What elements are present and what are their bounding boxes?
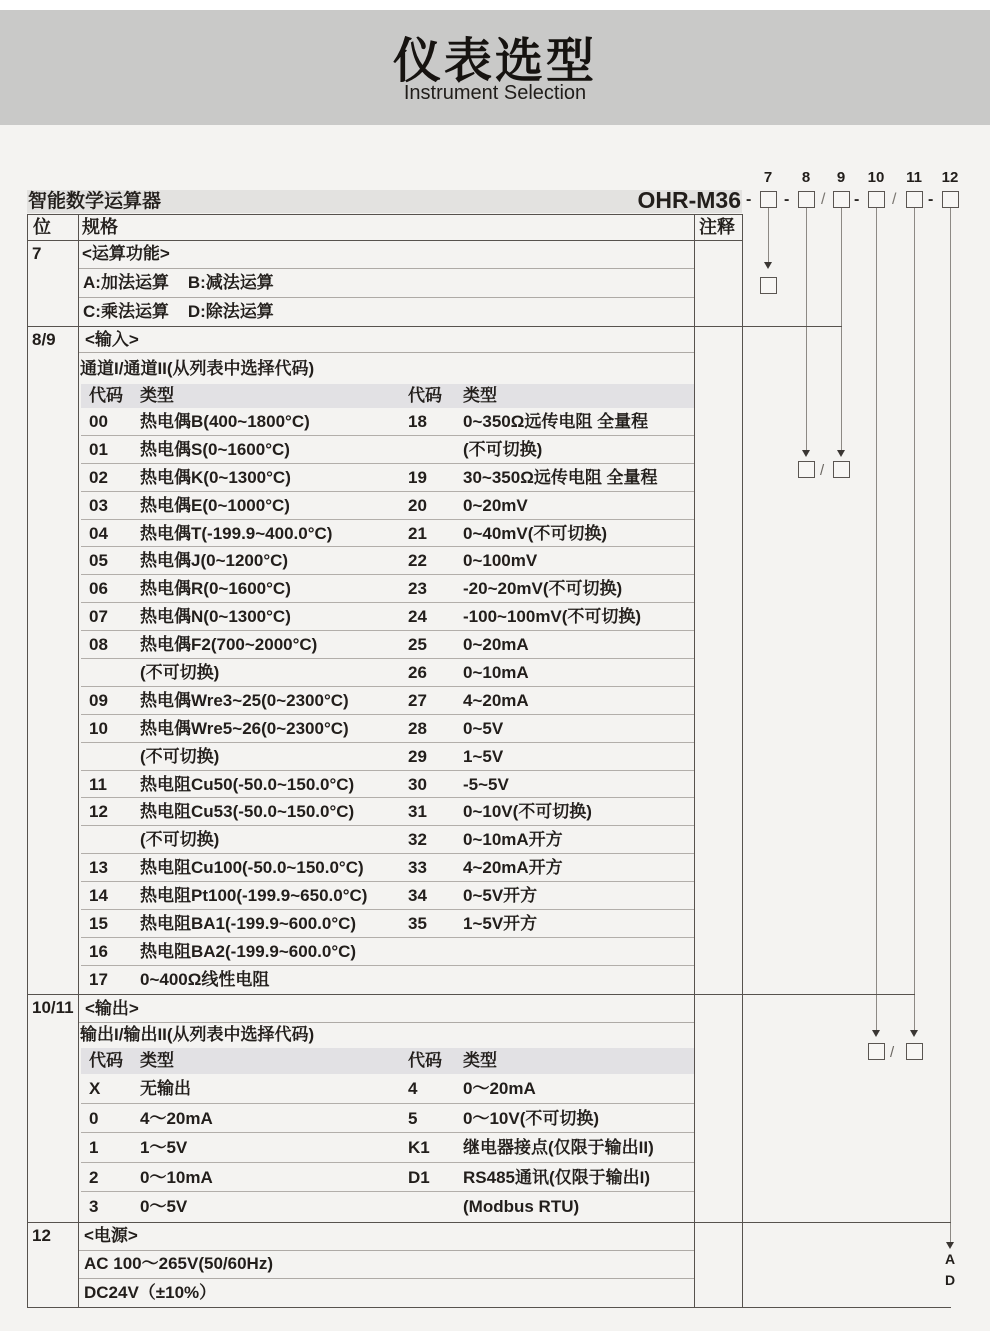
code-cell: 热电偶Wre3~25(0~2300°C) <box>140 690 349 710</box>
code-cell: 26 <box>408 663 427 683</box>
top-margin <box>0 0 990 10</box>
code-cell: 30~350Ω远传电阻 全量程 <box>463 467 658 487</box>
power-option-dc: D <box>944 1272 956 1288</box>
code-cell: 热电偶F2(700~2000°C) <box>140 635 318 655</box>
code-cell: 4～20mA <box>140 1108 213 1128</box>
connector-line-7 <box>768 208 769 262</box>
connector-line-11 <box>914 208 915 1030</box>
col-type-2: 类型 <box>463 386 497 405</box>
code-dash: - <box>784 191 790 208</box>
code-cell: 13 <box>89 858 108 878</box>
code-cell: 4~20mA <box>463 690 529 710</box>
code-row <box>81 798 694 826</box>
code-cell: 热电偶T(-199.9~400.0°C) <box>140 523 333 543</box>
code-cell: 30 <box>408 774 427 794</box>
code-cell: 02 <box>89 467 108 487</box>
code-cell: (不可切换) <box>140 746 220 766</box>
code-cell: 继电器接点(仅限于输出II) <box>463 1138 654 1158</box>
code-cell: 0~20mV <box>463 495 528 515</box>
page-subtitle: Instrument Selection <box>403 82 587 104</box>
code-row <box>81 966 694 994</box>
code-row <box>81 687 694 715</box>
code-cell: 0~400Ω线性电阻 <box>140 969 270 989</box>
code-digit-7: 7 <box>763 169 773 186</box>
section-border <box>27 326 842 327</box>
code-cell: 0~40mV(不可切换) <box>463 523 608 543</box>
code-cell: 11 <box>89 774 107 794</box>
arrow-down-icon <box>802 450 810 457</box>
code-box-7 <box>760 191 777 208</box>
code-box-9 <box>833 191 850 208</box>
code-cell: 12 <box>89 802 108 822</box>
code-row <box>81 882 694 910</box>
pair-slash: / <box>820 462 825 479</box>
code-cell: 0~20mA <box>463 635 529 655</box>
pos-label-8-9: 8/9 <box>32 330 56 349</box>
pos-label-10-11: 10/11 <box>32 998 74 1017</box>
code-cell: 10 <box>89 718 108 738</box>
input-subtitle: 通道I/通道II(从列表中选择代码) <box>80 359 315 378</box>
product-name: 智能数学运算器 <box>28 191 162 212</box>
output-code-table <box>81 1074 694 1222</box>
code-cell: (Modbus RTU) <box>463 1197 580 1217</box>
code-row <box>81 492 694 520</box>
arrow-down-icon <box>837 450 845 457</box>
code-slash: / <box>821 191 826 208</box>
code-cell: (不可切换) <box>140 663 220 683</box>
code-cell: 33 <box>408 858 427 878</box>
power-title: <电源> <box>84 1226 138 1245</box>
row-border <box>79 352 694 353</box>
code-cell: 4~20mA开方 <box>463 858 563 878</box>
table-border-bottom <box>27 1307 951 1308</box>
code-dash: - <box>928 191 934 208</box>
code-cell: RS485通讯(仅限于输出I) <box>463 1167 651 1187</box>
model-number: OHR-M36 <box>637 187 741 213</box>
code-cell: 23 <box>408 579 427 599</box>
code-row <box>81 715 694 743</box>
arrow-down-icon <box>872 1030 880 1037</box>
pair-slash: / <box>890 1044 895 1061</box>
code-box-10 <box>868 191 885 208</box>
code-cell: 0～5V <box>140 1197 188 1217</box>
code-cell: 1~5V <box>463 746 504 766</box>
code-cell: 29 <box>408 746 427 766</box>
code-row <box>81 547 694 575</box>
code-row <box>81 408 694 436</box>
code-row <box>81 938 694 966</box>
code-row <box>81 1133 694 1163</box>
code-row <box>81 910 694 938</box>
code-cell: 热电偶Wre5~26(0~2300°C) <box>140 718 349 738</box>
select-box-func <box>760 277 777 294</box>
output-subtitle: 输出I/输出II(从列表中选择代码) <box>80 1025 315 1044</box>
code-cell: 0~10V(不可切换) <box>463 802 592 822</box>
select-box-output2 <box>906 1043 923 1060</box>
code-cell: 03 <box>89 495 108 515</box>
code-row <box>81 1074 694 1104</box>
code-cell: 05 <box>89 551 108 571</box>
output-code-header <box>81 1048 694 1074</box>
header-pos: 位 <box>33 217 51 237</box>
code-cell: 16 <box>89 941 108 961</box>
code-cell: 28 <box>408 718 427 738</box>
select-box-input2 <box>833 461 850 478</box>
code-cell: 04 <box>89 523 108 543</box>
code-cell: 09 <box>89 690 108 710</box>
arrow-down-icon <box>910 1030 918 1037</box>
table-border-left <box>27 214 28 1307</box>
code-row <box>81 854 694 882</box>
code-cell: 34 <box>408 886 427 906</box>
code-cell: -20~20mV(不可切换) <box>463 579 623 599</box>
code-digit-11: 11 <box>906 169 922 186</box>
input-code-header <box>81 384 694 408</box>
connector-line-9 <box>841 208 842 450</box>
code-digit-10: 10 <box>867 169 885 186</box>
code-cell: 0~5V <box>463 718 504 738</box>
code-slash: / <box>892 191 897 208</box>
col-code-1: 代码 <box>89 386 123 405</box>
connector-line-8 <box>806 208 807 450</box>
code-row <box>81 575 694 603</box>
power-option-ac: A <box>944 1251 956 1267</box>
code-cell: 0~10mA开方 <box>463 830 563 850</box>
code-cell: 0～10V(不可切换) <box>463 1108 600 1128</box>
code-cell: X <box>89 1079 101 1098</box>
code-cell: 08 <box>89 635 108 655</box>
code-cell: 27 <box>408 690 427 710</box>
col-type-1: 类型 <box>140 1051 174 1070</box>
code-cell: 20 <box>408 495 427 515</box>
code-cell: D1 <box>408 1167 430 1187</box>
code-cell: 4 <box>408 1079 418 1098</box>
code-cell: 0~10mA <box>463 663 529 683</box>
code-digit-8: 8 <box>801 169 811 186</box>
code-cell: 21 <box>408 523 427 543</box>
code-cell: 15 <box>89 914 108 934</box>
code-cell: (不可切换) <box>140 830 220 850</box>
code-cell: 25 <box>408 635 427 655</box>
code-cell: 热电偶E(0~1000°C) <box>140 495 290 515</box>
col-code-2: 代码 <box>408 386 442 405</box>
func-row-cd: C:乘法运算 D:除法运算 <box>83 302 274 321</box>
pos-label-12: 12 <box>32 1226 51 1245</box>
code-cell: 0 <box>89 1108 99 1128</box>
code-cell: 5 <box>408 1108 418 1128</box>
code-cell: K1 <box>408 1138 430 1158</box>
column-border-pos <box>78 214 79 1307</box>
code-row <box>81 743 694 771</box>
code-cell: 热电阻Cu53(-50.0~150.0°C) <box>140 802 355 822</box>
code-row <box>81 659 694 687</box>
header-note: 注释 <box>699 217 735 237</box>
code-cell: 06 <box>89 579 108 599</box>
code-cell: 热电阻Pt100(-199.9~650.0°C) <box>140 886 368 906</box>
code-cell: 1 <box>89 1138 99 1158</box>
code-cell: 热电偶S(0~1600°C) <box>140 439 290 459</box>
code-row <box>81 520 694 548</box>
code-cell: 热电阻BA1(-199.9~600.0°C) <box>140 914 357 934</box>
code-cell: 热电阻Cu50(-50.0~150.0°C) <box>140 774 355 794</box>
code-cell: 1～5V <box>140 1138 188 1158</box>
code-row <box>81 603 694 631</box>
code-box-8 <box>798 191 815 208</box>
code-row <box>81 1192 694 1222</box>
table-border-right <box>742 214 743 1307</box>
code-cell: 1~5V开方 <box>463 914 538 934</box>
code-cell: 07 <box>89 607 108 627</box>
code-cell: 01 <box>89 439 108 459</box>
code-row <box>81 771 694 799</box>
input-title: <输入> <box>85 330 139 349</box>
column-border-note <box>694 214 695 1307</box>
code-digit-12: 12 <box>941 169 959 186</box>
arrow-down-icon <box>764 262 772 269</box>
code-cell: 18 <box>408 412 427 431</box>
col-code-2: 代码 <box>408 1051 442 1070</box>
code-cell: 2 <box>89 1167 99 1187</box>
code-cell: 0～10mA <box>140 1167 213 1187</box>
output-title: <输出> <box>85 999 139 1018</box>
section-border <box>27 994 915 995</box>
code-cell: 24 <box>408 607 427 627</box>
code-box-12 <box>942 191 959 208</box>
pos-label-7: 7 <box>32 244 42 263</box>
code-cell: 热电偶B(400~1800°C) <box>140 412 310 431</box>
code-cell: 0~350Ω远传电阻 全量程 <box>463 412 649 431</box>
code-cell: 3 <box>89 1197 99 1217</box>
code-cell: 热电偶K(0~1300°C) <box>140 467 291 487</box>
col-type-2: 类型 <box>463 1051 497 1070</box>
func-title: <运算功能> <box>82 244 170 263</box>
code-cell: 0~100mV <box>463 551 538 571</box>
arrow-down-icon <box>946 1242 954 1249</box>
code-row <box>81 436 694 464</box>
code-cell: 35 <box>408 914 427 934</box>
code-dash: - <box>746 191 752 208</box>
func-row-ab: A:加法运算 B:减法运算 <box>83 273 274 292</box>
code-cell: 无输出 <box>140 1079 191 1098</box>
code-cell: 19 <box>408 467 427 487</box>
select-box-output1 <box>868 1043 885 1060</box>
code-cell: 22 <box>408 551 427 571</box>
code-row <box>81 464 694 492</box>
power-row-ac: AC 100～265V(50/60Hz) <box>84 1254 273 1273</box>
code-box-11 <box>906 191 923 208</box>
power-row-dc: DC24V（±10%） <box>84 1283 217 1302</box>
connector-line-12 <box>950 208 951 1242</box>
code-cell: 0~5V开方 <box>463 886 538 906</box>
code-digit-9: 9 <box>836 169 846 186</box>
code-cell: -100~100mV(不可切换) <box>463 607 642 627</box>
code-cell: 热电阻BA2(-199.9~600.0°C) <box>140 941 357 961</box>
code-cell: 热电偶J(0~1200°C) <box>140 551 289 571</box>
table-border <box>27 214 743 215</box>
code-cell: 热电偶R(0~1600°C) <box>140 579 291 599</box>
code-cell: 31 <box>408 802 427 822</box>
header-spec: 规格 <box>82 217 118 237</box>
code-dash: - <box>854 191 860 208</box>
col-code-1: 代码 <box>89 1051 123 1070</box>
code-cell: 0～20mA <box>463 1079 536 1098</box>
code-cell: -5~5V <box>463 774 509 794</box>
select-box-input1 <box>798 461 815 478</box>
code-cell: 00 <box>89 412 108 431</box>
code-cell: 17 <box>89 969 108 989</box>
connector-line-10 <box>876 208 877 1030</box>
code-row <box>81 1163 694 1193</box>
section-border <box>27 1222 951 1223</box>
code-cell: 32 <box>408 830 427 850</box>
code-row <box>81 1104 694 1134</box>
code-cell: (不可切换) <box>463 439 543 459</box>
page-title: 仪表选型 <box>392 35 597 88</box>
col-type-1: 类型 <box>140 386 174 405</box>
code-cell: 热电阻Cu100(-50.0~150.0°C) <box>140 858 364 878</box>
code-row <box>81 826 694 854</box>
code-row <box>81 631 694 659</box>
input-code-table <box>81 408 694 994</box>
code-cell: 热电偶N(0~1300°C) <box>140 607 291 627</box>
code-cell: 14 <box>89 886 108 906</box>
